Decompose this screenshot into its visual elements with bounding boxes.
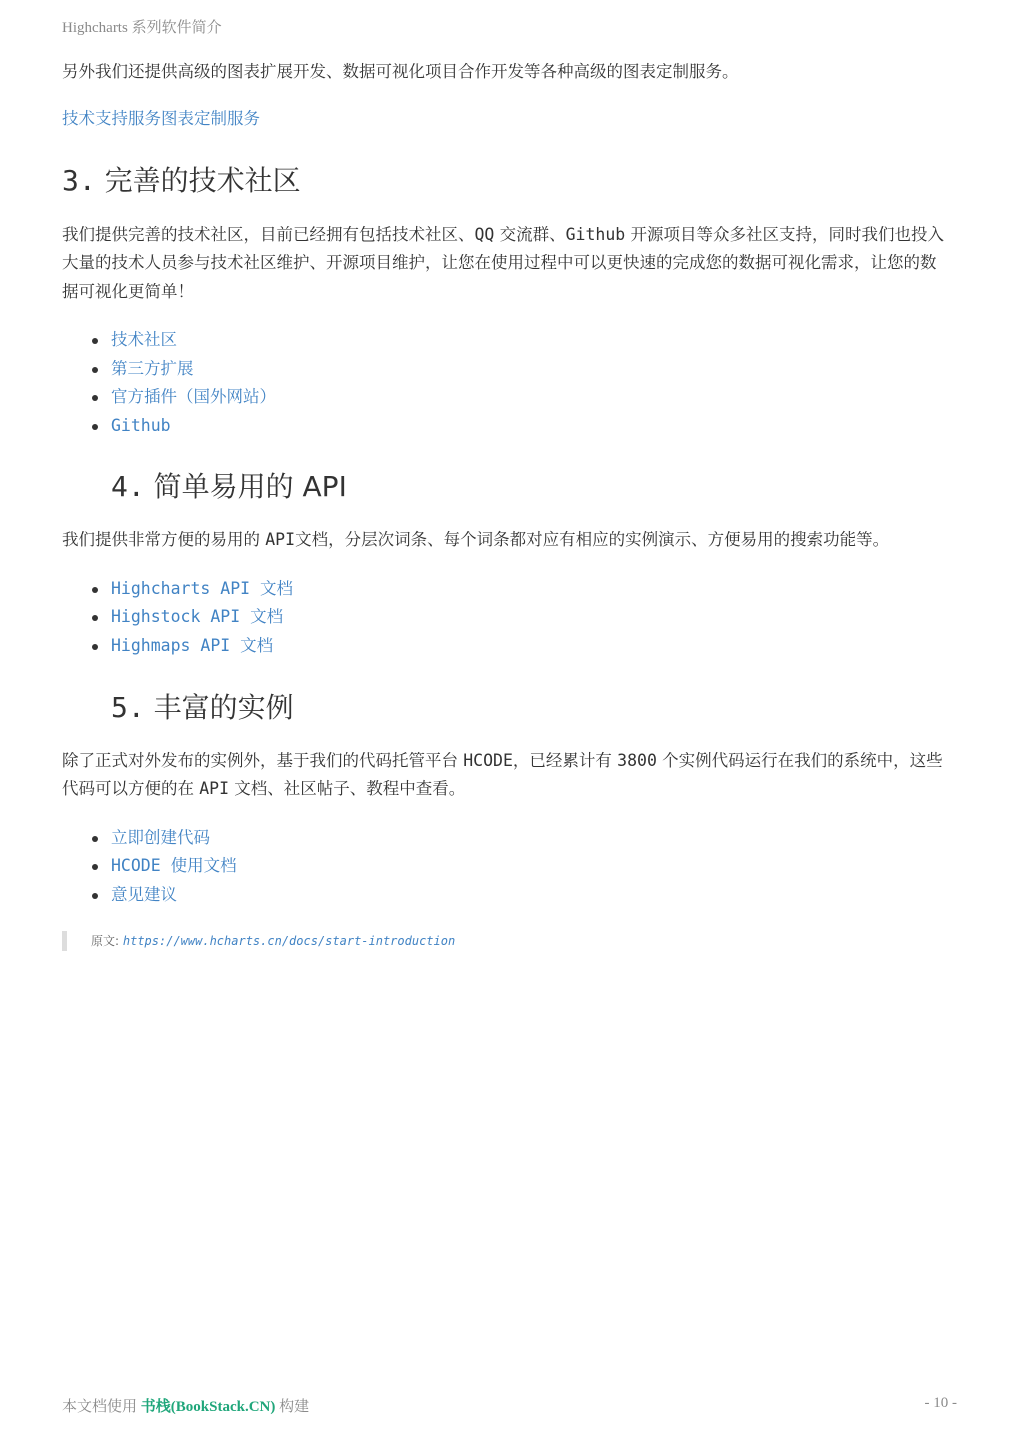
text-run: ，已经累计有 [512,750,618,770]
github-link[interactable]: Github [111,415,171,435]
section-5-number: 5. [111,690,145,724]
section-3-link-list [62,326,952,440]
text-run: 开源项目等众多社区支持，同时我们也投入大量的技术人员参与技术社区维护、开源项目维护，让您在使用过程中可以更快速的完成您的数据可视化需求，让您的数据可视化更简单！ [62,224,944,301]
footer-prefix: 本文档使用 [62,1399,141,1415]
section-4-paragraph [62,526,952,555]
text-run: 交流群、 [494,224,566,244]
section-5-link-list [62,824,952,910]
list-item [111,412,952,441]
section-3-number: 3. [62,163,96,197]
document-content [62,58,952,951]
intro-link-paragraph [62,105,952,133]
list-item [111,575,952,604]
text-run: 我们提供非常方便的易用的 [62,530,266,550]
highmaps-api-doc-link[interactable]: Highmaps API 文档 [111,636,274,656]
code-3800: 3800 [617,750,657,770]
section-5-paragraph [62,747,952,804]
section-4-title: 简单易用的 API [153,470,347,504]
section-3-paragraph [62,221,952,307]
code-qq: QQ [474,224,495,244]
highcharts-api-doc-link[interactable]: Highcharts API 文档 [111,578,294,598]
list-item [111,326,952,355]
highstock-api-doc-link[interactable]: Highstock API 文档 [111,607,284,627]
text-run: 除了正式对外发布的实例外，基于我们的代码托管平台 [62,750,464,770]
list-item [111,881,952,910]
official-plugins-link[interactable]: 官方插件（国外网站） [111,387,276,407]
intro-paragraph: 另外我们还提供高级的图表扩展开发、数据可视化项目合作开发等各种高级的图表定制服务。 [62,62,739,81]
text-run: 个实例代码运行在我们的系统中，这些代码可以方便的在 [62,750,943,799]
list-item [111,632,952,661]
text-run: 我们提供完善的技术社区，目前已经拥有包括技术社区、 [62,224,475,244]
list-item [111,355,952,384]
community-link[interactable]: 技术社区 [111,330,177,349]
list-item [111,824,952,853]
source-url-link[interactable]: https://www.hcharts.cn/docs/start-introduction [122,934,456,949]
page-footer [62,1395,309,1416]
running-header: Highcharts 系列软件简介 [62,20,222,36]
section-5-heading [62,688,952,728]
code-hcode: HCODE [463,750,513,770]
section-4-link-list [62,575,952,661]
page-number: - 10 - [924,1395,957,1411]
section-3-heading [62,161,952,201]
bookstack-link[interactable]: 书栈(BookStack.CN) [140,1399,276,1415]
feedback-link[interactable]: 意见建议 [111,884,177,904]
code-api: API [265,530,296,550]
list-item [111,603,952,632]
code-api: API [199,779,230,799]
source-blockquote [62,931,952,951]
source-label: 原文: [91,934,120,949]
create-code-link[interactable]: 立即创建代码 [111,827,210,847]
section-3-title: 完善的技术社区 [104,163,301,197]
third-party-extensions-link[interactable]: 第三方扩展 [111,358,194,378]
section-4-heading [62,467,952,507]
hcode-doc-link[interactable]: HCODE 使用文档 [111,856,237,876]
footer-suffix: 构建 [275,1399,310,1415]
section-5-title: 丰富的实例 [153,690,294,724]
list-item [111,852,952,881]
support-service-link[interactable]: 技术支持服务图表定制服务 [62,108,260,128]
list-item [111,383,952,412]
text-run: 文档，分层次词条、每个词条都对应有相应的实例演示、方便易用的搜索功能等。 [295,530,890,550]
text-run: 文档、社区帖子、教程中查看。 [229,779,466,799]
code-github: Github [565,224,626,244]
section-4-number: 4. [111,470,145,504]
